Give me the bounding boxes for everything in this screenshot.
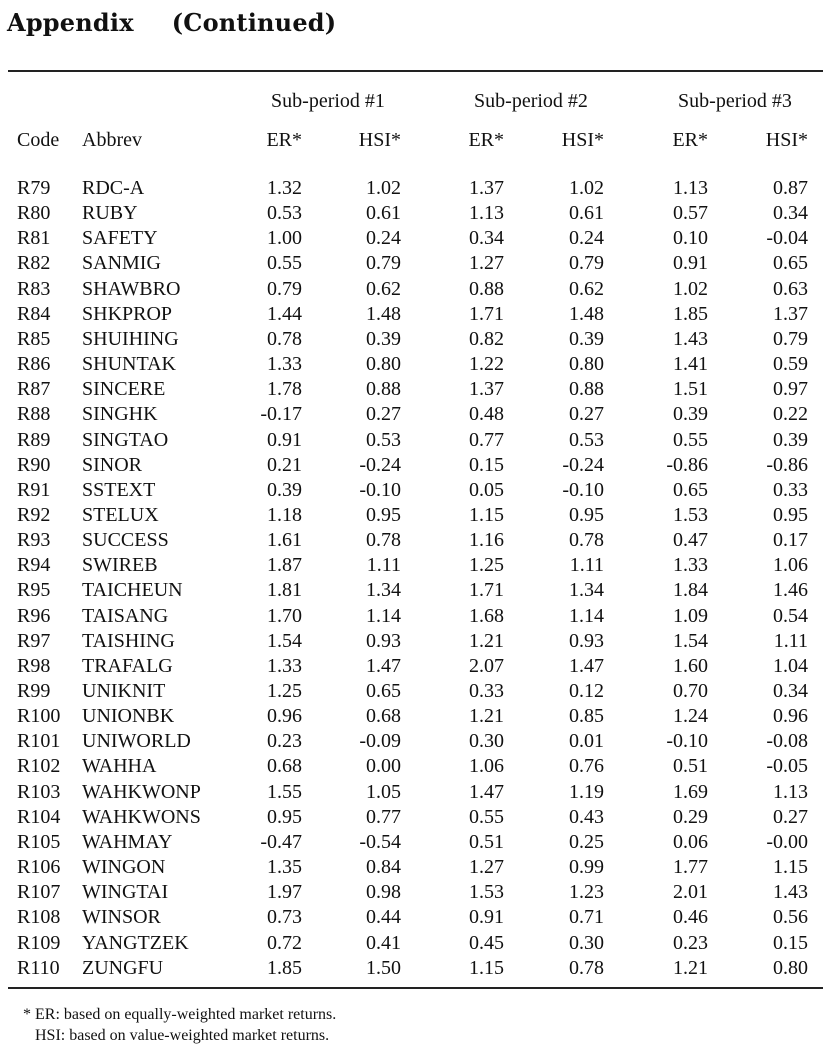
cell-hsi3: -0.04 bbox=[766, 227, 808, 249]
cell-er3: 1.21 bbox=[673, 957, 708, 979]
cell-er1: 1.32 bbox=[267, 177, 302, 199]
cell-hsi2: 0.43 bbox=[569, 806, 604, 828]
cell-hsi2: -0.10 bbox=[562, 479, 604, 501]
cell-er2: 2.07 bbox=[469, 655, 504, 677]
cell-hsi2: 1.02 bbox=[569, 177, 604, 199]
cell-er3: 0.10 bbox=[673, 227, 708, 249]
cell-code: R82 bbox=[17, 252, 51, 274]
cell-abbrev: WAHHA bbox=[82, 755, 157, 777]
cell-hsi2: 0.78 bbox=[569, 529, 604, 551]
cell-hsi1: 0.77 bbox=[366, 806, 401, 828]
cell-er3: 1.84 bbox=[673, 579, 708, 601]
page-title bbox=[7, 8, 336, 37]
cell-er3: 0.29 bbox=[673, 806, 708, 828]
cell-hsi1: 1.48 bbox=[366, 303, 401, 325]
cell-abbrev: SANMIG bbox=[82, 252, 161, 274]
column-header-hsi2: HSI* bbox=[561, 129, 604, 151]
cell-hsi3: 0.96 bbox=[773, 705, 808, 727]
cell-er3: 1.13 bbox=[673, 177, 708, 199]
cell-er3: 0.39 bbox=[673, 403, 708, 425]
cell-hsi1: 0.79 bbox=[366, 252, 401, 274]
cell-hsi2: 0.24 bbox=[569, 227, 604, 249]
cell-er1: 1.33 bbox=[267, 353, 302, 375]
cell-er1: 0.96 bbox=[267, 705, 302, 727]
cell-abbrev: SWIREB bbox=[82, 554, 158, 576]
column-header-er1: ER* bbox=[266, 129, 302, 151]
cell-hsi3: 0.56 bbox=[773, 906, 808, 928]
cell-hsi1: 0.41 bbox=[366, 932, 401, 954]
cell-er2: 1.27 bbox=[469, 856, 504, 878]
cell-abbrev: SINOR bbox=[82, 454, 143, 476]
cell-hsi2: 1.48 bbox=[569, 303, 604, 325]
cell-er3: -0.10 bbox=[666, 730, 708, 752]
cell-er2: 1.47 bbox=[469, 781, 504, 803]
bottom-rule bbox=[8, 987, 823, 989]
cell-er3: 0.55 bbox=[673, 429, 708, 451]
cell-hsi3: -0.05 bbox=[766, 755, 808, 777]
cell-hsi2: 0.25 bbox=[569, 831, 604, 853]
cell-er3: 1.41 bbox=[673, 353, 708, 375]
cell-hsi3: 0.34 bbox=[773, 680, 808, 702]
cell-er1: 1.85 bbox=[267, 957, 302, 979]
title-sub: (Continued) bbox=[171, 8, 337, 37]
cell-hsi1: 1.14 bbox=[366, 605, 401, 627]
cell-er1: 1.00 bbox=[267, 227, 302, 249]
cell-er3: 0.65 bbox=[673, 479, 708, 501]
cell-hsi1: 0.68 bbox=[366, 705, 401, 727]
cell-er3: 0.70 bbox=[673, 680, 708, 702]
cell-abbrev: UNIWORLD bbox=[82, 730, 191, 752]
cell-er3: 0.57 bbox=[673, 202, 708, 224]
cell-er2: 1.25 bbox=[469, 554, 504, 576]
cell-er3: 1.02 bbox=[673, 278, 708, 300]
cell-hsi2: 0.88 bbox=[569, 378, 604, 400]
cell-er2: 0.33 bbox=[469, 680, 504, 702]
cell-abbrev: UNIKNIT bbox=[82, 680, 166, 702]
cell-er3: 0.51 bbox=[673, 755, 708, 777]
cell-hsi1: 1.02 bbox=[366, 177, 401, 199]
cell-er1: 0.55 bbox=[267, 252, 302, 274]
cell-code: R94 bbox=[17, 554, 51, 576]
cell-er2: 1.27 bbox=[469, 252, 504, 274]
cell-hsi3: 1.13 bbox=[773, 781, 808, 803]
cell-hsi2: 0.62 bbox=[569, 278, 604, 300]
cell-hsi3: 1.15 bbox=[773, 856, 808, 878]
cell-hsi1: 0.93 bbox=[366, 630, 401, 652]
cell-hsi3: -0.08 bbox=[766, 730, 808, 752]
cell-code: R86 bbox=[17, 353, 51, 375]
cell-abbrev: SINCERE bbox=[82, 378, 166, 400]
cell-hsi2: -0.24 bbox=[562, 454, 604, 476]
cell-er1: 0.72 bbox=[267, 932, 302, 954]
cell-hsi2: 0.85 bbox=[569, 705, 604, 727]
column-header-er3: ER* bbox=[672, 129, 708, 151]
cell-abbrev: SINGHK bbox=[82, 403, 158, 425]
cell-er2: 0.77 bbox=[469, 429, 504, 451]
cell-abbrev: SHUNTAK bbox=[82, 353, 176, 375]
cell-abbrev: TAISANG bbox=[82, 605, 169, 627]
cell-er2: 0.55 bbox=[469, 806, 504, 828]
cell-hsi3: 0.95 bbox=[773, 504, 808, 526]
cell-hsi2: 0.93 bbox=[569, 630, 604, 652]
cell-code: R91 bbox=[17, 479, 51, 501]
cell-er3: 1.54 bbox=[673, 630, 708, 652]
cell-hsi1: 0.98 bbox=[366, 881, 401, 903]
cell-abbrev: UNIONBK bbox=[82, 705, 175, 727]
cell-er2: 1.53 bbox=[469, 881, 504, 903]
cell-hsi2: 0.27 bbox=[569, 403, 604, 425]
cell-code: R109 bbox=[17, 932, 61, 954]
cell-hsi3: 1.46 bbox=[773, 579, 808, 601]
cell-er1: 1.33 bbox=[267, 655, 302, 677]
cell-hsi2: 1.14 bbox=[569, 605, 604, 627]
cell-hsi3: 0.59 bbox=[773, 353, 808, 375]
cell-er3: 2.01 bbox=[673, 881, 708, 903]
cell-code: R87 bbox=[17, 378, 51, 400]
cell-er1: 1.54 bbox=[267, 630, 302, 652]
cell-hsi3: -0.00 bbox=[766, 831, 808, 853]
cell-er2: 1.37 bbox=[469, 378, 504, 400]
cell-hsi3: 0.80 bbox=[773, 957, 808, 979]
cell-hsi1: 0.00 bbox=[366, 755, 401, 777]
cell-hsi2: 0.30 bbox=[569, 932, 604, 954]
cell-code: R93 bbox=[17, 529, 51, 551]
cell-er1: 0.21 bbox=[267, 454, 302, 476]
cell-hsi1: -0.24 bbox=[359, 454, 401, 476]
cell-hsi3: 0.39 bbox=[773, 429, 808, 451]
cell-hsi3: 0.87 bbox=[773, 177, 808, 199]
cell-er2: 0.15 bbox=[469, 454, 504, 476]
cell-hsi1: 0.65 bbox=[366, 680, 401, 702]
cell-hsi1: 0.78 bbox=[366, 529, 401, 551]
cell-er2: 0.91 bbox=[469, 906, 504, 928]
cell-hsi3: 0.79 bbox=[773, 328, 808, 350]
cell-hsi3: 0.27 bbox=[773, 806, 808, 828]
cell-er1: 1.61 bbox=[267, 529, 302, 551]
cell-hsi1: -0.09 bbox=[359, 730, 401, 752]
cell-er2: 1.06 bbox=[469, 755, 504, 777]
cell-code: R85 bbox=[17, 328, 51, 350]
cell-er2: 1.22 bbox=[469, 353, 504, 375]
cell-hsi1: 1.11 bbox=[366, 554, 401, 576]
cell-hsi2: 0.99 bbox=[569, 856, 604, 878]
cell-er1: 1.44 bbox=[267, 303, 302, 325]
cell-code: R96 bbox=[17, 605, 51, 627]
cell-abbrev: SUCCESS bbox=[82, 529, 169, 551]
cell-er1: -0.17 bbox=[260, 403, 302, 425]
cell-code: R106 bbox=[17, 856, 61, 878]
cell-hsi1: 0.84 bbox=[366, 856, 401, 878]
cell-hsi1: 1.05 bbox=[366, 781, 401, 803]
cell-abbrev: RDC-A bbox=[82, 177, 145, 199]
cell-abbrev: SHAWBRO bbox=[82, 278, 181, 300]
cell-code: R97 bbox=[17, 630, 51, 652]
cell-hsi3: 1.11 bbox=[773, 630, 808, 652]
cell-code: R110 bbox=[17, 957, 60, 979]
cell-hsi1: 0.27 bbox=[366, 403, 401, 425]
cell-abbrev: TAICHEUN bbox=[82, 579, 183, 601]
cell-er3: 1.24 bbox=[673, 705, 708, 727]
cell-hsi2: 0.78 bbox=[569, 957, 604, 979]
cell-hsi3: 0.22 bbox=[773, 403, 808, 425]
cell-hsi2: 1.19 bbox=[569, 781, 604, 803]
cell-er2: 1.68 bbox=[469, 605, 504, 627]
cell-er2: 1.16 bbox=[469, 529, 504, 551]
cell-er2: 1.37 bbox=[469, 177, 504, 199]
cell-er2: 0.34 bbox=[469, 227, 504, 249]
cell-er3: 1.77 bbox=[673, 856, 708, 878]
cell-er3: 1.69 bbox=[673, 781, 708, 803]
footnotes bbox=[23, 1004, 336, 1046]
cell-er1: 1.18 bbox=[267, 504, 302, 526]
cell-er2: 1.15 bbox=[469, 957, 504, 979]
cell-hsi3: 0.97 bbox=[773, 378, 808, 400]
cell-hsi1: 0.95 bbox=[366, 504, 401, 526]
cell-hsi3: 0.33 bbox=[773, 479, 808, 501]
cell-hsi2: 0.80 bbox=[569, 353, 604, 375]
cell-hsi1: 0.24 bbox=[366, 227, 401, 249]
cell-code: R103 bbox=[17, 781, 61, 803]
cell-er1: 1.70 bbox=[267, 605, 302, 627]
cell-er1: 0.68 bbox=[267, 755, 302, 777]
cell-er3: 1.33 bbox=[673, 554, 708, 576]
cell-code: R80 bbox=[17, 202, 51, 224]
cell-er1: 0.73 bbox=[267, 906, 302, 928]
cell-hsi3: 0.34 bbox=[773, 202, 808, 224]
column-header-code: Code bbox=[17, 129, 60, 151]
cell-er2: 0.30 bbox=[469, 730, 504, 752]
cell-code: R84 bbox=[17, 303, 51, 325]
cell-er1: 1.78 bbox=[267, 378, 302, 400]
cell-er1: 0.95 bbox=[267, 806, 302, 828]
cell-code: R81 bbox=[17, 227, 51, 249]
cell-hsi2: 0.95 bbox=[569, 504, 604, 526]
cell-er3: 0.47 bbox=[673, 529, 708, 551]
cell-code: R92 bbox=[17, 504, 51, 526]
cell-hsi2: 0.71 bbox=[569, 906, 604, 928]
cell-abbrev: WINGON bbox=[82, 856, 166, 878]
cell-code: R107 bbox=[17, 881, 61, 903]
cell-code: R105 bbox=[17, 831, 61, 853]
cell-abbrev: TRAFALG bbox=[82, 655, 173, 677]
cell-hsi2: 0.01 bbox=[569, 730, 604, 752]
cell-hsi3: 0.63 bbox=[773, 278, 808, 300]
cell-hsi3: 0.17 bbox=[773, 529, 808, 551]
column-header-abbrev: Abbrev bbox=[82, 129, 142, 151]
cell-er2: 1.15 bbox=[469, 504, 504, 526]
cell-er3: 1.09 bbox=[673, 605, 708, 627]
cell-er3: 0.06 bbox=[673, 831, 708, 853]
column-header-hsi1: HSI* bbox=[358, 129, 401, 151]
cell-hsi3: 1.37 bbox=[773, 303, 808, 325]
cell-abbrev: WAHKWONS bbox=[82, 806, 201, 828]
cell-hsi1: 0.80 bbox=[366, 353, 401, 375]
cell-hsi3: 0.65 bbox=[773, 252, 808, 274]
cell-hsi2: 0.53 bbox=[569, 429, 604, 451]
cell-er1: 0.39 bbox=[267, 479, 302, 501]
cell-abbrev: SINGTAO bbox=[82, 429, 169, 451]
cell-er3: -0.86 bbox=[666, 454, 708, 476]
cell-er3: 1.53 bbox=[673, 504, 708, 526]
cell-hsi1: 1.47 bbox=[366, 655, 401, 677]
cell-er3: 1.85 bbox=[673, 303, 708, 325]
cell-abbrev: WAHKWONP bbox=[82, 781, 201, 803]
cell-code: R104 bbox=[17, 806, 61, 828]
cell-code: R108 bbox=[17, 906, 61, 928]
cell-hsi2: 0.61 bbox=[569, 202, 604, 224]
cell-er2: 0.51 bbox=[469, 831, 504, 853]
cell-abbrev: WINSOR bbox=[82, 906, 161, 928]
cell-er1: 1.81 bbox=[267, 579, 302, 601]
cell-code: R98 bbox=[17, 655, 51, 677]
cell-hsi2: 1.47 bbox=[569, 655, 604, 677]
cell-er2: 0.05 bbox=[469, 479, 504, 501]
subperiod-header-2: Sub-period #2 bbox=[474, 90, 588, 112]
cell-er1: 1.55 bbox=[267, 781, 302, 803]
cell-er1: 1.87 bbox=[267, 554, 302, 576]
cell-er1: 1.25 bbox=[267, 680, 302, 702]
cell-hsi2: 0.12 bbox=[569, 680, 604, 702]
subperiod-header-3: Sub-period #3 bbox=[678, 90, 792, 112]
cell-abbrev: RUBY bbox=[82, 202, 138, 224]
cell-hsi1: 0.88 bbox=[366, 378, 401, 400]
cell-hsi2: 0.76 bbox=[569, 755, 604, 777]
cell-hsi2: 1.23 bbox=[569, 881, 604, 903]
cell-er2: 1.71 bbox=[469, 579, 504, 601]
cell-hsi2: 0.79 bbox=[569, 252, 604, 274]
cell-abbrev: STELUX bbox=[82, 504, 159, 526]
cell-er2: 0.82 bbox=[469, 328, 504, 350]
cell-er1: 0.23 bbox=[267, 730, 302, 752]
cell-er1: 0.78 bbox=[267, 328, 302, 350]
cell-er2: 1.71 bbox=[469, 303, 504, 325]
cell-abbrev: TAISHING bbox=[82, 630, 175, 652]
cell-er3: 1.51 bbox=[673, 378, 708, 400]
cell-hsi2: 1.34 bbox=[569, 579, 604, 601]
top-rule bbox=[8, 70, 823, 72]
cell-code: R102 bbox=[17, 755, 61, 777]
column-header-er2: ER* bbox=[468, 129, 504, 151]
cell-er2: 0.48 bbox=[469, 403, 504, 425]
cell-hsi1: 1.50 bbox=[366, 957, 401, 979]
cell-er2: 0.45 bbox=[469, 932, 504, 954]
subperiod-header-1: Sub-period #1 bbox=[271, 90, 385, 112]
cell-abbrev: ZUNGFU bbox=[82, 957, 164, 979]
cell-code: R89 bbox=[17, 429, 51, 451]
cell-er1: 1.97 bbox=[267, 881, 302, 903]
cell-code: R101 bbox=[17, 730, 61, 752]
cell-code: R79 bbox=[17, 177, 51, 199]
cell-abbrev: SHUIHING bbox=[82, 328, 179, 350]
cell-hsi1: -0.10 bbox=[359, 479, 401, 501]
cell-er3: 1.60 bbox=[673, 655, 708, 677]
cell-code: R88 bbox=[17, 403, 51, 425]
cell-abbrev: WINGTAI bbox=[82, 881, 169, 903]
footnote-hsi: HSI: based on value-weighted market returns. bbox=[35, 1027, 330, 1044]
cell-er1: 0.53 bbox=[267, 202, 302, 224]
cell-code: R99 bbox=[17, 680, 51, 702]
cell-hsi1: 0.53 bbox=[366, 429, 401, 451]
cell-abbrev: SAFETY bbox=[82, 227, 158, 249]
cell-hsi3: 1.04 bbox=[773, 655, 808, 677]
cell-er1: 0.91 bbox=[267, 429, 302, 451]
cell-er2: 1.21 bbox=[469, 705, 504, 727]
cell-hsi3: 0.15 bbox=[773, 932, 808, 954]
cell-abbrev: YANGTZEK bbox=[82, 932, 189, 954]
cell-code: R90 bbox=[17, 454, 51, 476]
cell-er3: 0.91 bbox=[673, 252, 708, 274]
cell-hsi1: 1.34 bbox=[366, 579, 401, 601]
cell-er2: 1.13 bbox=[469, 202, 504, 224]
cell-code: R95 bbox=[17, 579, 51, 601]
title-main: Appendix bbox=[7, 8, 134, 37]
cell-er1: 0.79 bbox=[267, 278, 302, 300]
cell-code: R100 bbox=[17, 705, 61, 727]
cell-hsi3: 1.06 bbox=[773, 554, 808, 576]
cell-er1: -0.47 bbox=[260, 831, 302, 853]
cell-hsi1: 0.44 bbox=[366, 906, 401, 928]
cell-code: R83 bbox=[17, 278, 51, 300]
cell-hsi1: 0.39 bbox=[366, 328, 401, 350]
cell-hsi1: 0.62 bbox=[366, 278, 401, 300]
cell-hsi2: 0.39 bbox=[569, 328, 604, 350]
cell-er3: 0.46 bbox=[673, 906, 708, 928]
cell-hsi1: 0.61 bbox=[366, 202, 401, 224]
cell-abbrev: SHKPROP bbox=[82, 303, 173, 325]
cell-hsi3: -0.86 bbox=[766, 454, 808, 476]
cell-er3: 0.23 bbox=[673, 932, 708, 954]
column-header-hsi3: HSI* bbox=[765, 129, 808, 151]
cell-hsi3: 1.43 bbox=[773, 881, 808, 903]
cell-abbrev: SSTEXT bbox=[82, 479, 156, 501]
cell-er2: 1.21 bbox=[469, 630, 504, 652]
cell-hsi1: -0.54 bbox=[359, 831, 401, 853]
cell-er3: 1.43 bbox=[673, 328, 708, 350]
cell-hsi3: 0.54 bbox=[773, 605, 808, 627]
cell-er2: 0.88 bbox=[469, 278, 504, 300]
cell-er1: 1.35 bbox=[267, 856, 302, 878]
footnote-er: * ER: based on equally-weighted market returns. bbox=[23, 1006, 337, 1023]
cell-hsi2: 1.11 bbox=[569, 554, 604, 576]
cell-abbrev: WAHMAY bbox=[82, 831, 173, 853]
